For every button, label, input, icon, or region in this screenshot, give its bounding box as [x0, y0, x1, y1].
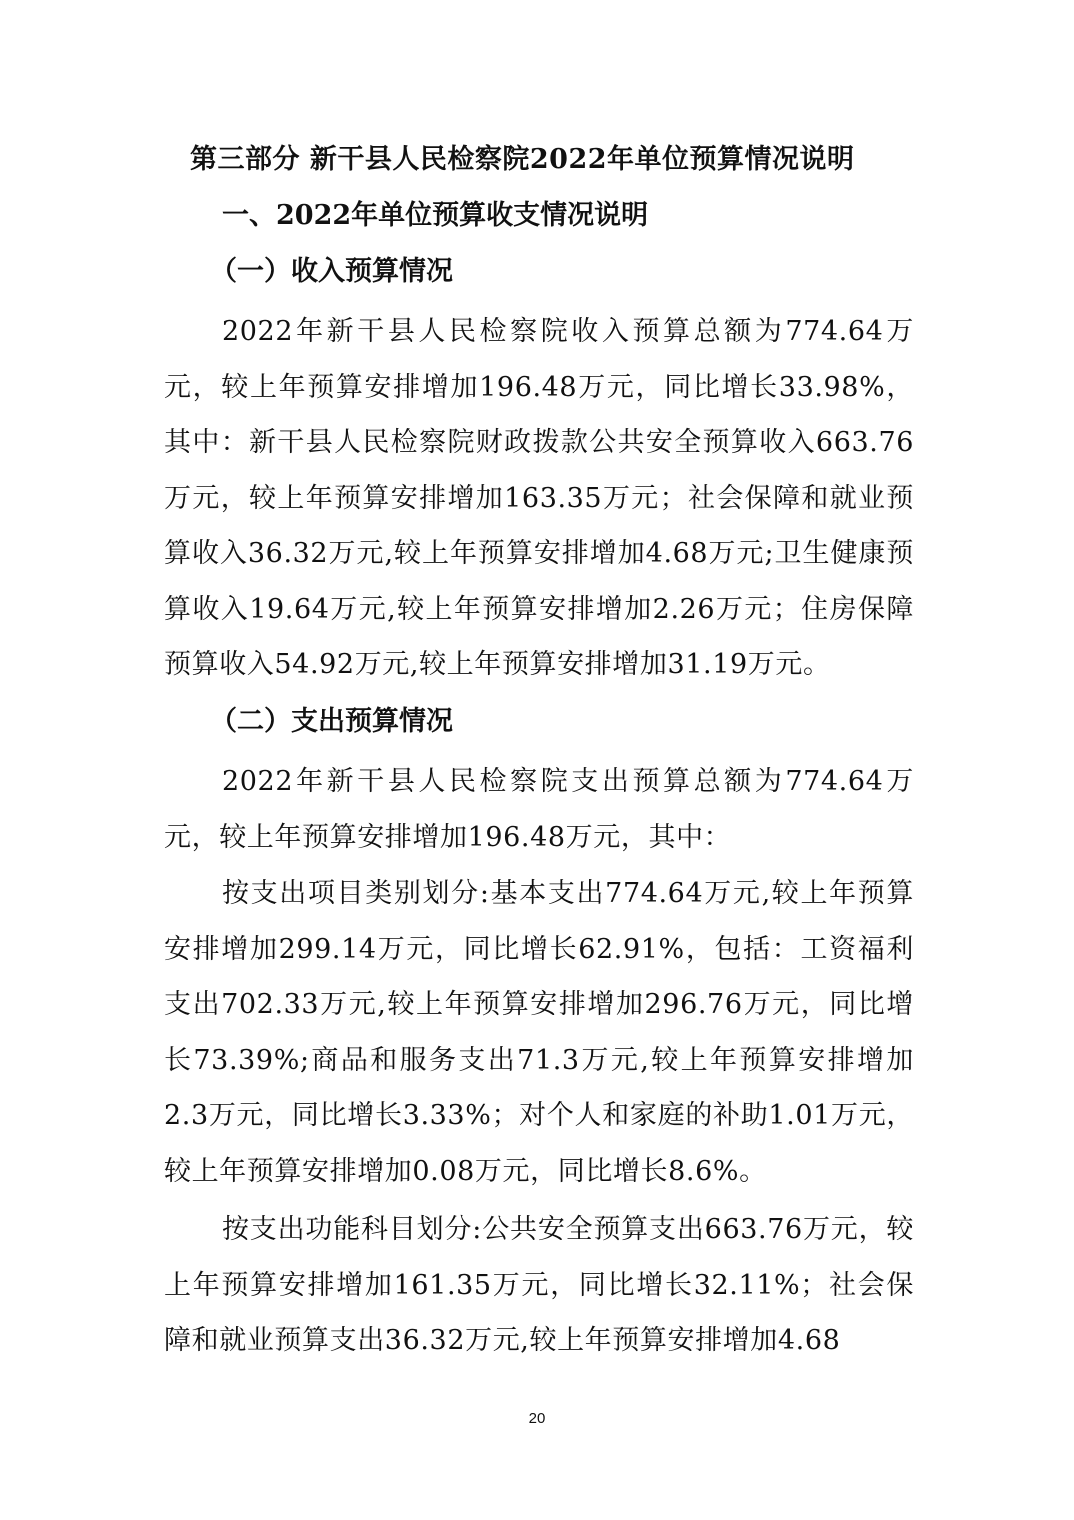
expenditure-summary-paragraph: 2022年新干县人民检察院支出预算总额为774.64万元，较上年预算安排增加196.48万元，其中：: [164, 766, 914, 853]
document-title: 第三部分 新干县人民检察院2022年单位预算情况说明: [190, 144, 855, 175]
section-heading: 一、2022年单位预算收支情况说明: [222, 200, 649, 231]
income-paragraph: 2022年新干县人民检察院收入预算总额为774.64万元，较上年预算安排增加196.48万元，同比增长33.98%，其中：新干县人民检察院财政拨款公共安全预算收入663.76万元，较上年预算安排增加163.35万元；社会保障和就业预算收入36.32万元,较上年预算安排增加4.68万元;卫生健康预算收入19.64万元,较上年预算安排增加2.26万元；住房保障预算收入54.92万元,较上年预算安排增加31.19万元。: [164, 316, 914, 680]
page-number: 20: [528, 1410, 546, 1427]
expenditure-by-function-paragraph: 按支出功能科目划分:公共安全预算支出663.76万元，较上年预算安排增加161.35万元，同比增长32.11%；社会保障和就业预算支出36.32万元,较上年预算安排增加4.68: [164, 1214, 914, 1356]
subsection-heading-income: （一）收入预算情况: [210, 256, 453, 287]
subsection-heading-expenditure: （二）支出预算情况: [210, 706, 453, 737]
expenditure-by-category-paragraph: 按支出项目类别划分:基本支出774.64万元,较上年预算安排增加299.14万元，同比增长62.91%，包括：工资福利支出702.33万元,较上年预算安排增加296.76万元，同比增长73.39%;商品和服务支出71.3万元,较上年预算安排增加2.3万元，同比增长3.33%；对个人和家庭的补助1.01万元，较上年预算安排增加0.08万元，同比增长8.6%。: [164, 878, 914, 1187]
